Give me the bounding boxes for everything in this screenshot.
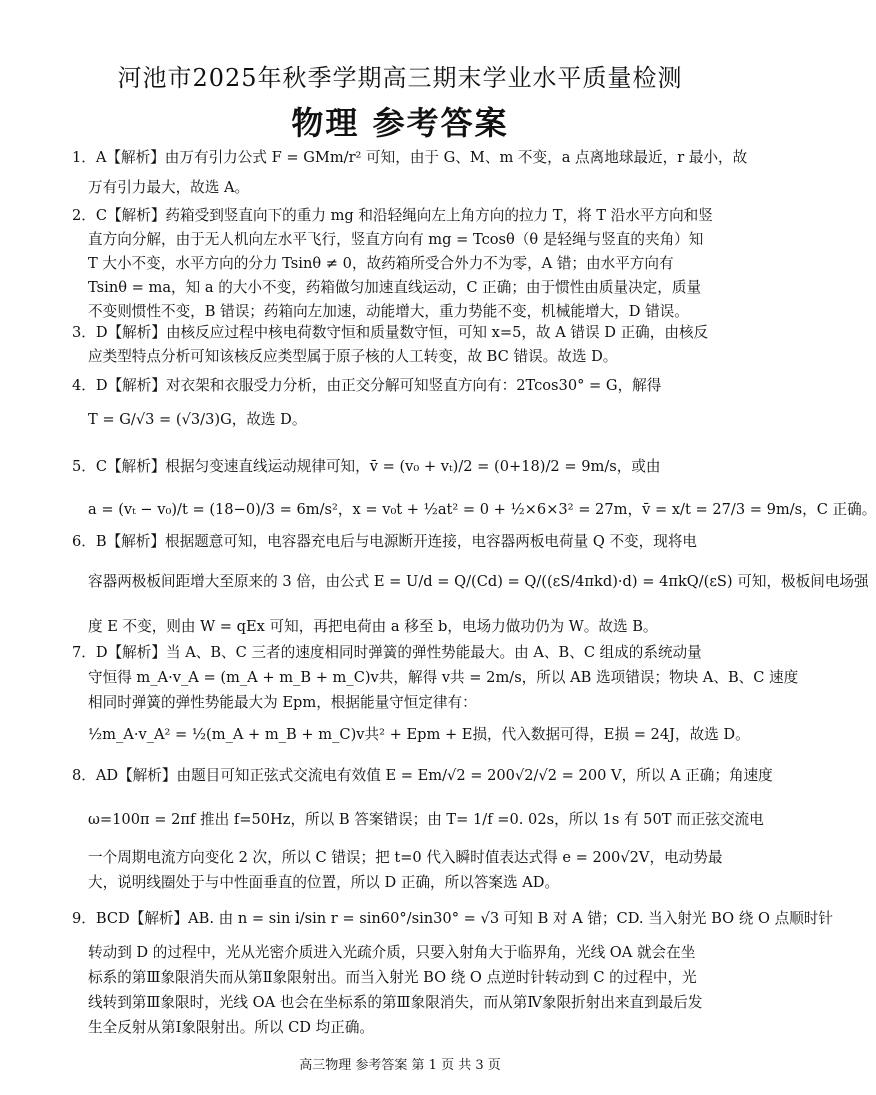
page-footer: 高三物理 参考答案 第 1 页 共 3 页 [299,1058,501,1073]
page-title: 河池市2025年秋季学期高三期末学业水平质量检测 [117,64,683,92]
answer-5-line-2: a = (vₜ − v₀)/t = (18−0)/3 = 6m/s²，x = v₀t + ½at² = 0 + ½×6×3² = 27m，v̄ = x/t = 27/3 = 9m/s，C 正确。 [88,501,876,518]
answer-7-line-4: ½m_A·v_A² = ½(m_A + m_B + m_C)v共² + Epm + E损，代入数据可得，E损 = 24J，故选 D。 [88,726,750,743]
answer-8-line-1: 8．AD【解析】由题目可知正弦式交流电有效值 E = Em/√2 = 200√2/√2 = 200 V，所以 A 正确；角速度 [72,767,773,784]
page-subtitle: 物理 参考答案 [291,104,509,142]
answer-9-line-2: 转动到 D 的过程中，光从光密介质进入光疏介质，只要入射角大于临界角，光线 OA 就会在坐 [88,944,696,961]
answer-8-line-4: 大，说明线圈处于与中性面垂直的位置，所以 D 正确，所以答案选 AD。 [88,874,560,891]
answer-2-line-1: 2．C【解析】药箱受到竖直向下的重力 mg 和沿轻绳向左上角方向的拉力 T，将 T 沿水平方向和竖 [72,207,713,224]
answer-2-line-2: 直方向分解，由于无人机向左水平飞行，竖直方向有 mg = Tcosθ（θ 是轻绳与竖直的夹角）知 [88,231,704,248]
answer-1-line-1: 1．A【解析】由万有引力公式 F = GMm/r² 可知，由于 G、M、m 不变，a 点离地球最近，r 最小，故 [72,149,748,166]
answer-9-line-4: 线转到第Ⅲ象限时，光线 OA 也会在坐标系的第Ⅲ象限消失，而从第Ⅳ象限折射出来直到最后发 [88,994,703,1011]
answer-8-line-3: 一个周期电流方向变化 2 次，所以 C 错误；把 t=0 代入瞬时值表达式得 e = 200√2V，电动势最 [88,849,723,866]
answer-2-line-4: Tsinθ = ma，知 a 的大小不变，药箱做匀加速直线运动，C 正确；由于惯性由质量决定，质量 [88,279,702,296]
answer-3-line-2: 应类型特点分析可知该核反应类型属于原子核的人工转变，故 BC 错误。故选 D。 [88,348,618,365]
answer-2-line-5: 不变则惯性不变，B 错误；药箱向左加速，动能增大，重力势能不变，机械能增大，D 错误。 [88,303,689,320]
answer-7-line-3: 相同时弹簧的弹性势能最大为 Epm，根据能量守恒定律有： [88,694,477,711]
answer-3-line-1: 3．D【解析】由核反应过程中核电荷数守恒和质量数守恒，可知 x=5，故 A 错误 D 正确，由核反 [72,324,709,341]
answer-2-line-3: T 大小不变，水平方向的分力 Tsinθ ≠ 0，故药箱所受合外力不为零，A 错；由水平方向有 [88,255,674,272]
answer-5-line-1: 5．C【解析】根据匀变速直线运动规律可知，v̄ = (v₀ + vₜ)/2 = (0+18)/2 = 9m/s，或由 [72,458,661,475]
answer-7-line-1: 7．D【解析】当 A、B、C 三者的速度相同时弹簧的弹性势能最大。由 A、B、C 组成的系统动量 [72,644,702,661]
answer-6-line-3: 度 E 不变，则由 W = qEx 可知，再把电荷由 a 移至 b，电场力做功仍为 W。故选 B。 [88,618,658,635]
answer-8-line-2: ω=100π = 2πf 推出 f=50Hz，所以 B 答案错误；由 T= 1/f =0. 02s，所以 1s 有 50T 而正弦交流电 [88,811,764,828]
answer-4-line-1: 4．D【解析】对衣架和衣服受力分析，由正交分解可知竖直方向有：2Tcos30° = G，解得 [72,377,662,394]
answer-9-line-5: 生全反射从第Ⅰ象限射出。所以 CD 均正确。 [88,1019,375,1036]
answer-4-line-2: T = G/√3 = (√3/3)G，故选 D。 [88,411,307,428]
answer-1-line-2: 万有引力最大，故选 A。 [88,179,250,196]
answer-6-line-2: 容器两极板间距增大至原来的 3 倍，由公式 E = U/d = Q/(Cd) = Q/((εS/4πkd)·d) = 4πkQ/(εS) 可知，极板间电场强 [88,573,869,590]
answer-9-line-1: 9．BCD【解析】AB. 由 n = sin i/sin r = sin60°/sin30° = √3 可知 B 对 A 错；CD. 当入射光 BO 绕 O 点顺时针 [72,910,833,927]
answer-7-line-2: 守恒得 m_A·v_A = (m_A + m_B + m_C)v共，解得 v共 = 2m/s，所以 AB 选项错误；物块 A、B、C 速度 [88,669,799,686]
answer-6-line-1: 6．B【解析】根据题意可知，电容器充电后与电源断开连接，电容器两板电荷量 Q 不变，现将电 [72,533,698,550]
answer-9-line-3: 标系的第Ⅲ象限消失而从第Ⅱ象限射出。而当入射光 BO 绕 O 点逆时针转动到 C 的过程中，光 [88,969,697,986]
